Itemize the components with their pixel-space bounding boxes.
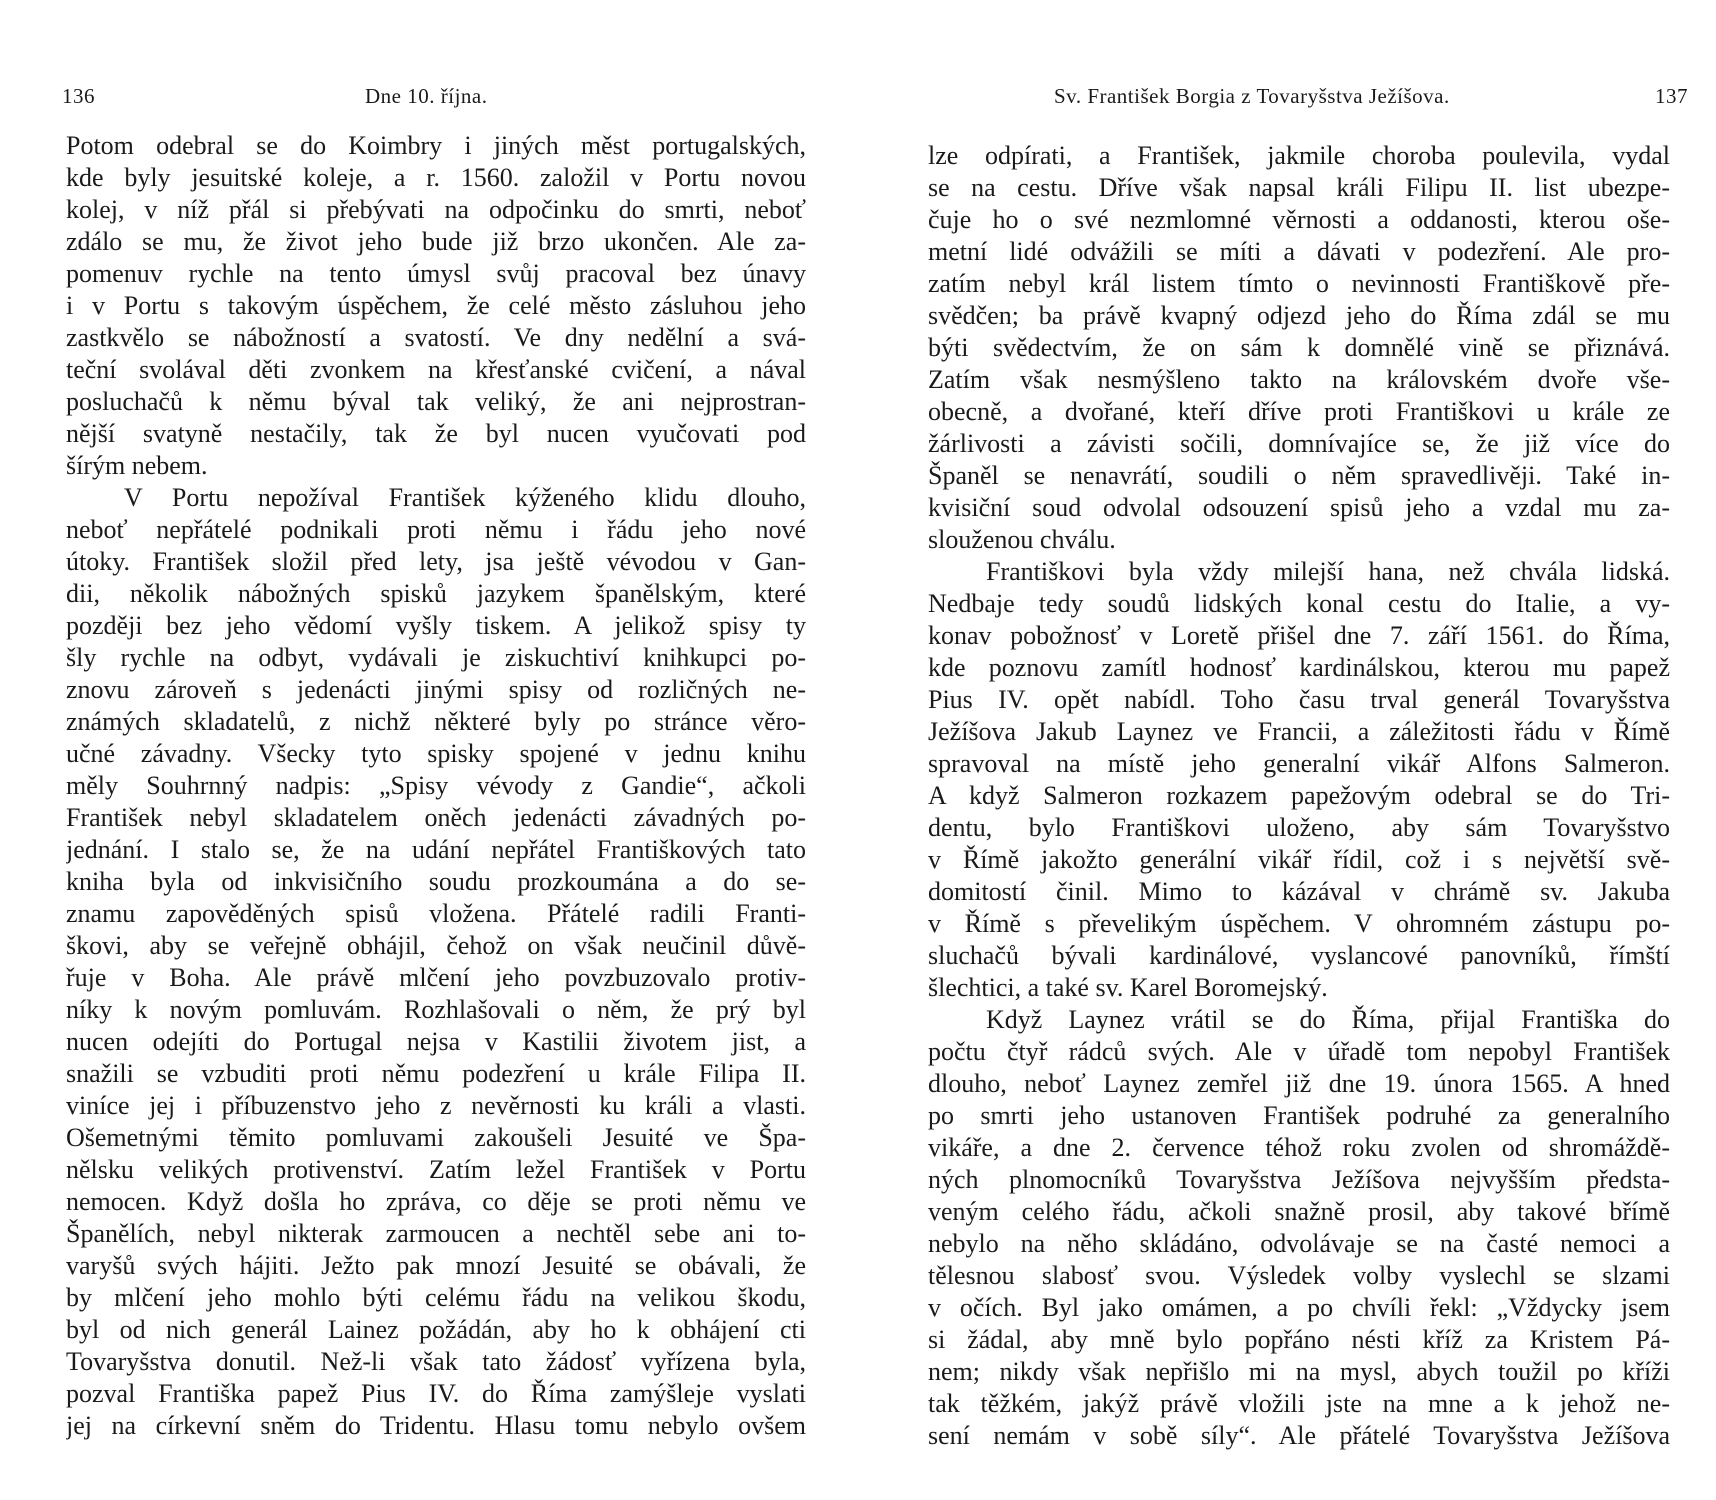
text-line: Ošemetnými těmito pomluvami zakoušeli Jesuité ve Špa- <box>66 1123 806 1152</box>
text-line: dii, několik nábožných spisků jazykem španělským, které <box>66 579 806 608</box>
text-line: spravoval na místě jeho generalní vikář Alfons Salmeron. <box>928 749 1670 778</box>
text-line: měly Souhrnný nadpis: „Spisy vévody z Gandie“, ačkoli <box>66 771 806 800</box>
text-line: nější svatyně nestačily, tak že byl nucen vyučovati pod <box>66 419 806 448</box>
right-page <box>858 0 1716 1500</box>
text-line: řuje v Boha. Ale právě mlčení jeho povzbuzovalo protiv- <box>66 963 806 992</box>
text-line: učné závadny. Všecky tyto spisky spojené v jednu knihu <box>66 739 806 768</box>
text-line: jej na církevní sněm do Tridentu. Hlasu tomu nebylo ovšem <box>66 1411 806 1440</box>
text-line: zatím nebyl král listem tímto o nevinnosti Františkově pře- <box>928 269 1670 298</box>
text-line: žárlivosti a závisti sočili, domnívajíce se, že již více do <box>928 429 1670 458</box>
text-line: Potom odebral se do Koimbry i jiných měst portugalských, <box>66 131 806 160</box>
text-line: čuje ho o své nezmlomné věrnosti a oddanosti, kterou oše- <box>928 205 1670 234</box>
text-line: lze odpírati, a František, jakmile choroba poulevila, vydal <box>928 141 1670 170</box>
text-line: kolej, v níž přál si přebývati na odpočinku do smrti, neboť <box>66 195 806 224</box>
running-head: Dne 10. října. <box>365 84 488 108</box>
text-line: škovi, aby se veřejně obhájil, čehož on však neučinil důvě- <box>66 931 806 960</box>
paragraph-start-line: Františkovi byla vždy milejší hana, než chvála lidská. <box>986 557 1670 586</box>
text-line: teční svolával děti zvonkem na křesťanské cvičení, a nával <box>66 355 806 384</box>
text-line: kde poznovu zamítl hodnosť kardinálskou, kterou mu papež <box>928 653 1670 682</box>
text-line: vikáře, a dne 2. července téhož roku zvolen od shromáždě- <box>928 1133 1670 1162</box>
page-number: 137 <box>1655 84 1688 108</box>
text-line: konav pobožnosť v Loretě přišel dne 7. září 1561. do Říma, <box>928 621 1670 650</box>
text-line: po smrti jeho ustanoven František podruhé za generalního <box>928 1101 1670 1130</box>
text-line: Zatím však nesmýšleno takto na královském dvoře vše- <box>928 365 1670 394</box>
text-line: sení nemám v sobě síly“. Ale přátelé Tovaryšstva Ježíšova <box>928 1421 1670 1450</box>
text-line: posluchačů k němu býval tak veliký, že ani nejprostran- <box>66 387 806 416</box>
text-line: pomenuv rychle na tento úmysl svůj pracoval bez únavy <box>66 259 806 288</box>
text-line: A když Salmeron rozkazem papežovým odebral se do Tri- <box>928 781 1670 810</box>
text-line: metní lidé odvážili se míti a dávati v podezření. Ale pro- <box>928 237 1670 266</box>
body-text <box>66 130 806 1442</box>
text-line: nem; nikdy však nepřišlo mi na mysl, abych toužil po kříži <box>928 1357 1670 1386</box>
text-line: nělsku velikých protivenství. Zatím ležel František v Portu <box>66 1155 806 1184</box>
text-line: kniha byla od inkvisičního soudu prozkoumána a do se- <box>66 867 806 896</box>
text-line: Nedbaje tedy soudů lidských konal cestu do Italie, a vy- <box>928 589 1670 618</box>
text-line: zdálo se mu, že život jeho bude již brzo ukončen. Ale za- <box>66 227 806 256</box>
text-line: byl od nich generál Lainez požádán, aby ho k obhájení cti <box>66 1315 806 1344</box>
text-line: šírým nebem. <box>66 451 208 480</box>
text-line: kvisiční soud odvolal odsouzení spisů jeho a vzdal mu za- <box>928 493 1670 522</box>
text-line: domitostí činil. Mimo to kázával v chrámě sv. Jakuba <box>928 877 1670 906</box>
text-line: znamu zapověděných spisů vložena. Přátelé radili Franti- <box>66 899 806 928</box>
text-line: dlouho, neboť Laynez zemřel již dne 19. února 1565. A hned <box>928 1069 1670 1098</box>
text-line: Pius IV. opět nabídl. Toho času trval generál Tovaryšstva <box>928 685 1670 714</box>
text-line: nucen odejíti do Portugal nejsa v Kastilii životem jist, a <box>66 1027 806 1056</box>
text-line: v Římě jakožto generální vikář řídil, což i s největší svě- <box>928 845 1670 874</box>
text-line: šlechtici, a také sv. Karel Boromejský. <box>928 973 1328 1002</box>
text-line: by mlčení jeho mohlo býti celému řádu na velikou škodu, <box>66 1283 806 1312</box>
text-line: Španěl se nenavrátí, soudili o něm spravedlivěji. Také in- <box>928 461 1670 490</box>
text-line: níky k novým pomluvám. Rozhlašovali o něm, že prý byl <box>66 995 806 1024</box>
text-line: nebylo na něho skládáno, odvolávaje se na časté nemoci a <box>928 1229 1670 1258</box>
text-line: sluchačů bývali kardinálové, vyslancové panovníků, římští <box>928 941 1670 970</box>
text-line: varyšů svých hájiti. Ježto pak mnozí Jesuité se obávali, že <box>66 1251 806 1280</box>
running-head: Sv. František Borgia z Tovaryšstva Ježíšova. <box>1054 84 1450 108</box>
text-line: šly rychle na odbyt, vydávali je ziskuchtiví knihkupci po- <box>66 643 806 672</box>
text-line: v Římě s převelikým úspěchem. V ohromném zástupu po- <box>928 909 1670 938</box>
text-line: známých skladatelů, z nichž některé byly po stránce věro- <box>66 707 806 736</box>
text-line: v očích. Byl jako omámen, a po chvíli řekl: „Vždycky jsem <box>928 1293 1670 1322</box>
text-line: si žádal, aby mně bylo popřáno nésti kříž za Kristem Pá- <box>928 1325 1670 1354</box>
text-line: Tovaryšstva donutil. Než-li však tato žádosť vyřízena byla, <box>66 1347 806 1376</box>
text-line: se na cestu. Dříve však napsal králi Filipu II. list ubezpe- <box>928 173 1670 202</box>
paragraph-start-line: Když Laynez vrátil se do Říma, přijal Františka do <box>986 1005 1670 1034</box>
text-line: Španělích, nebyl nikterak zarmoucen a nechtěl sebe ani to- <box>66 1219 806 1248</box>
text-line: viníce jej i příbuzenstvo jeho z nevěrnosti ku králi a vlasti. <box>66 1091 806 1120</box>
text-line: svědčen; ba právě kvapný odjezd jeho do Říma zdál se mu <box>928 301 1670 330</box>
body-text <box>928 140 1670 1452</box>
text-line: nemocen. Když došla ho zpráva, co děje se proti němu ve <box>66 1187 806 1216</box>
text-line: Ježíšova Jakub Laynez ve Francii, a záležitosti řádu v Římě <box>928 717 1670 746</box>
text-line: dentu, bylo Františkovi uloženo, aby sám Tovaryšstvo <box>928 813 1670 842</box>
text-line: jednání. I stalo se, že na udání nepřátel Františkových tato <box>66 835 806 864</box>
text-line: slouženou chválu. <box>928 525 1116 554</box>
text-line: obecně, a dvořané, kteří dříve proti Františkovi u krále ze <box>928 397 1670 426</box>
text-line: tělesnou slabosť svou. Výsledek volby vyslechl se slzami <box>928 1261 1670 1290</box>
text-line: kde byly jesuitské koleje, a r. 1560. založil v Portu novou <box>66 163 806 192</box>
text-line: znovu zároveň s jedenácti jinými spisy od rozličných ne- <box>66 675 806 704</box>
text-line: býti svědectvím, že on sám k domnělé vině se přiznává. <box>928 333 1670 362</box>
text-line: i v Portu s takovým úspěchem, že celé město zásluhou jeho <box>66 291 806 320</box>
text-line: zastkvělo se nábožností a svatostí. Ve dny nedělní a svá- <box>66 323 806 352</box>
paragraph-start-line: V Portu nepožíval František kýženého klidu dlouho, <box>124 483 806 512</box>
text-line: ných plnomocníků Tovaryšstva Ježíšova nejvyšším předsta- <box>928 1165 1670 1194</box>
text-line: snažili se vzbuditi proti němu podezření u krále Filipa II. <box>66 1059 806 1088</box>
text-line: útoky. František složil před lety, jsa ještě vévodou v Gan- <box>66 547 806 576</box>
text-line: pozval Františka papež Pius IV. do Říma zamýšleje vyslati <box>66 1379 806 1408</box>
text-line: neboť nepřátelé podnikali proti němu i řádu jeho nové <box>66 515 806 544</box>
text-line: veným celého řádu, ačkoli snažně prosil, aby takové břímě <box>928 1197 1670 1226</box>
text-line: František nebyl skladatelem oněch jedenácti závadných po- <box>66 803 806 832</box>
text-line: počtu čtyř rádců svých. Ale v úřadě tom nepobyl František <box>928 1037 1670 1066</box>
text-line: později bez jeho vědomí vyšly tiskem. A jelikož spisy ty <box>66 611 806 640</box>
page-number: 136 <box>62 84 95 108</box>
text-line: tak těžkém, jakýž právě vložili jste na mne a k jehož ne- <box>928 1389 1670 1418</box>
